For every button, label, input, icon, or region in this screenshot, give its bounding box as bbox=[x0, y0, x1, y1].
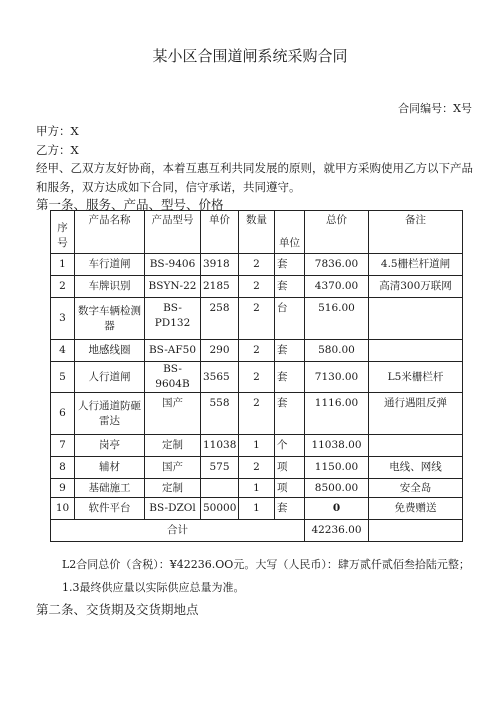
header-qty: 数量 bbox=[239, 211, 275, 254]
table-row bbox=[51, 457, 463, 479]
cell-total: 0 bbox=[305, 498, 369, 520]
cell-unit: 套 bbox=[275, 254, 305, 276]
table-row bbox=[51, 254, 463, 276]
cell-remark: 4.5栅栏杆道闸 bbox=[369, 254, 463, 276]
cell-model: BS-AF50 bbox=[145, 340, 201, 362]
cell-seq: 2 bbox=[51, 276, 75, 298]
cell-model: 国产 bbox=[145, 393, 201, 435]
cell-name: 辅材 bbox=[75, 457, 145, 479]
intro-line-1: 经甲、乙双方友好协商，本着互惠互利共同发展的原则，就甲方采购使用乙方以下产品 bbox=[36, 161, 473, 175]
cell-model: 国产 bbox=[145, 457, 201, 479]
cell-total: 7836.00 bbox=[305, 254, 369, 276]
cell-qty: 2 bbox=[239, 340, 275, 362]
cell-price: 258 bbox=[201, 298, 239, 340]
cell-qty: 1 bbox=[239, 498, 275, 520]
cell-name: 人行通道防砸雷达 bbox=[75, 393, 145, 435]
cell-name: 车行道闸 bbox=[75, 254, 145, 276]
cell-model: 定制 bbox=[145, 435, 201, 457]
supply-note: 1.3最终供应量以实际供应总量为准。 bbox=[62, 581, 245, 594]
cell-remark: 高清300万联网 bbox=[369, 276, 463, 298]
cell-unit: 套 bbox=[275, 362, 305, 393]
sum-value: 42236.00 bbox=[305, 520, 369, 542]
cell-price: 11038 bbox=[201, 435, 239, 457]
header-seq: 序号 bbox=[51, 211, 75, 254]
cell-qty: 1 bbox=[239, 435, 275, 457]
cell-total: 1150.00 bbox=[305, 457, 369, 479]
header-total: 总价 bbox=[305, 211, 369, 254]
section-2-heading: 第二条、交货期及交货期地点 bbox=[36, 602, 199, 617]
cell-price: 575 bbox=[201, 457, 239, 479]
contract-title: 某小区合围道闸系统采购合同 bbox=[152, 47, 348, 65]
cell-remark: 安全岛 bbox=[369, 479, 463, 498]
cell-total: 1116.00 bbox=[305, 393, 369, 435]
cell-remark: 电线、网线 bbox=[369, 457, 463, 479]
sum-label: 合计 bbox=[51, 520, 305, 542]
cell-model: BS-PD132 bbox=[145, 298, 201, 340]
cell-total: 580.00 bbox=[305, 340, 369, 362]
cell-name: 人行道闸 bbox=[75, 362, 145, 393]
header-unit: 单位 bbox=[275, 211, 305, 254]
cell-unit: 项 bbox=[275, 479, 305, 498]
cell-seq: 7 bbox=[51, 435, 75, 457]
table-row bbox=[51, 298, 463, 340]
cell-seq: 10 bbox=[51, 498, 75, 520]
table-row bbox=[51, 393, 463, 435]
cell-name: 数字车辆检测器 bbox=[75, 298, 145, 340]
cell-price: 2185 bbox=[201, 276, 239, 298]
cell-unit: 套 bbox=[275, 276, 305, 298]
cell-unit: 套 bbox=[275, 340, 305, 362]
cell-qty: 2 bbox=[239, 393, 275, 435]
cell-seq: 6 bbox=[51, 393, 75, 435]
cell-remark: L5米栅栏杆 bbox=[369, 362, 463, 393]
cell-remark bbox=[369, 340, 463, 362]
cell-qty: 1 bbox=[239, 479, 275, 498]
cell-name: 基础施工 bbox=[75, 479, 145, 498]
cell-price bbox=[201, 479, 239, 498]
cell-model: BS-9604B bbox=[145, 362, 201, 393]
table-row bbox=[51, 276, 463, 298]
cell-model: BS-DZOl bbox=[145, 498, 201, 520]
table-row bbox=[51, 479, 463, 498]
cell-remark bbox=[369, 298, 463, 340]
cell-total: 516.00 bbox=[305, 298, 369, 340]
header-model: 产品型号 bbox=[145, 211, 201, 254]
cell-remark: 免费赠送 bbox=[369, 498, 463, 520]
cell-unit: 套 bbox=[275, 393, 305, 435]
cell-unit: 个 bbox=[275, 435, 305, 457]
cell-total: 4370.00 bbox=[305, 276, 369, 298]
table-row bbox=[51, 435, 463, 457]
cell-seq: 4 bbox=[51, 340, 75, 362]
cell-model: 定制 bbox=[145, 479, 201, 498]
cell-price: 3918 bbox=[201, 254, 239, 276]
cell-qty: 2 bbox=[239, 362, 275, 393]
product-table bbox=[50, 210, 463, 542]
contract-number: 合同编号：X号 bbox=[398, 102, 472, 115]
price-note: L2合同总价（含税）：¥42236.OO元。大写（人民币）：肆万贰仟贰佰叁拾陆元整； bbox=[62, 558, 470, 571]
table-sum-row bbox=[51, 520, 463, 542]
cell-name: 岗亭 bbox=[75, 435, 145, 457]
table-row bbox=[51, 362, 463, 393]
cell-total: 7130.00 bbox=[305, 362, 369, 393]
cell-remark: 通行遇阻反弹 bbox=[369, 393, 463, 435]
cell-seq: 1 bbox=[51, 254, 75, 276]
cell-seq: 9 bbox=[51, 479, 75, 498]
cell-price: 558 bbox=[201, 393, 239, 435]
cell-model: BSYN-22 bbox=[145, 276, 201, 298]
header-remark: 备注 bbox=[369, 211, 463, 254]
cell-name: 车牌识别 bbox=[75, 276, 145, 298]
sum-remark-empty bbox=[369, 520, 463, 542]
cell-unit: 台 bbox=[275, 298, 305, 340]
header-price: 单价 bbox=[201, 211, 239, 254]
cell-seq: 5 bbox=[51, 362, 75, 393]
cell-qty: 2 bbox=[239, 276, 275, 298]
section-1-heading: 第一条、服务、产品、型号、价格 bbox=[36, 197, 224, 212]
party-b: 乙方：X bbox=[36, 143, 79, 157]
cell-name: 地感线圈 bbox=[75, 340, 145, 362]
party-a: 甲方：X bbox=[36, 124, 79, 138]
cell-seq: 8 bbox=[51, 457, 75, 479]
header-name: 产品名称 bbox=[75, 211, 145, 254]
cell-seq: 3 bbox=[51, 298, 75, 340]
cell-price: 290 bbox=[201, 340, 239, 362]
cell-qty: 2 bbox=[239, 254, 275, 276]
cell-model: BS-9406 bbox=[145, 254, 201, 276]
table-row bbox=[51, 498, 463, 520]
intro-line-2: 和服务，双方达成如下合同，信守承诺，共同遵守。 bbox=[36, 180, 301, 194]
cell-price: 50000 bbox=[201, 498, 239, 520]
table-header-row bbox=[51, 211, 463, 254]
cell-name: 软件平台 bbox=[75, 498, 145, 520]
cell-total: 8500.00 bbox=[305, 479, 369, 498]
cell-unit: 项 bbox=[275, 457, 305, 479]
cell-total: 11038.00 bbox=[305, 435, 369, 457]
cell-unit: 套 bbox=[275, 498, 305, 520]
table-row bbox=[51, 340, 463, 362]
cell-qty: 2 bbox=[239, 298, 275, 340]
cell-price: 3565 bbox=[201, 362, 239, 393]
cell-remark bbox=[369, 435, 463, 457]
cell-qty: 2 bbox=[239, 457, 275, 479]
